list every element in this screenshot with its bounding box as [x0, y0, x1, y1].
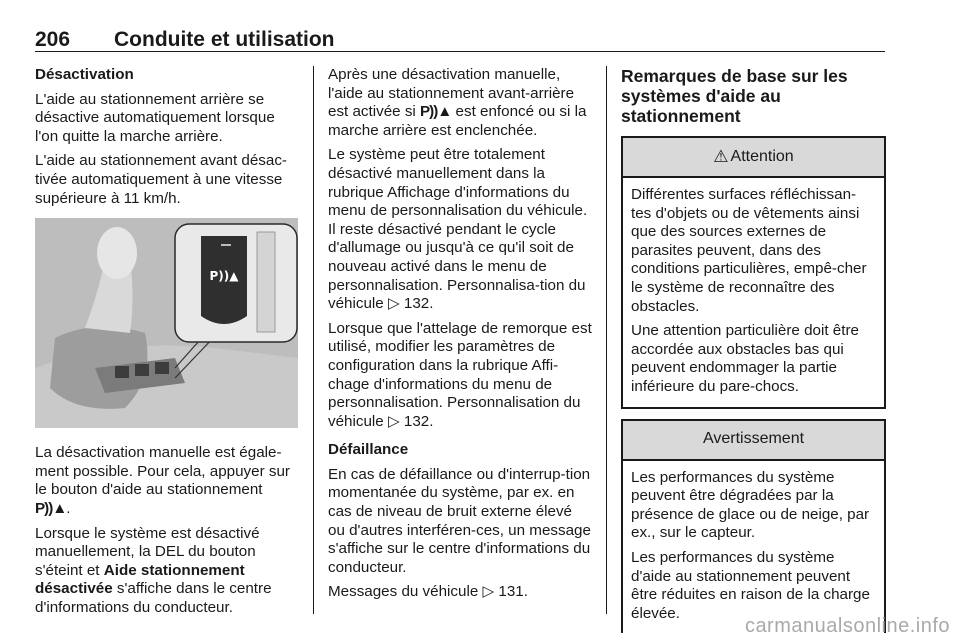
column-divider-1 [313, 66, 314, 614]
page-reference: ▷ 132. [387, 295, 434, 313]
paragraph: Les performances du système d'aide au stationnement peuvent être réduites en raison de la charge élevée. [631, 548, 870, 622]
column-3 [621, 66, 886, 643]
attention-title: Attention [730, 147, 794, 165]
parking-aid-symbol: P))▲ [35, 499, 67, 517]
parking-aid-symbol: P))▲ [420, 103, 452, 121]
paragraph: Messages du véhicule ▷ 131. [328, 583, 528, 601]
page-number: 206 [35, 28, 71, 51]
attention-header [623, 138, 884, 178]
page-reference: ▷ 131. [482, 583, 528, 601]
watermark: carmanualsonline.info [744, 615, 950, 637]
paragraph: Lorsque le système est désactivé manuellement, la DEL du bouton s'éteint et Aide stationnement désactivée s'affiche dans le centre d'informations du conducteur. [35, 524, 272, 616]
gear-shift-illustration [35, 218, 298, 428]
paragraph: Différentes surfaces réfléchissan-tes d'objets ou de vêtements ainsi que des sources externes de parasites peuvent, dans des conditions particulières, empê-cher le système de reconnaître des obstacles. [631, 186, 867, 315]
column-2 [328, 66, 593, 608]
page-reference: ▷ 132. [387, 412, 434, 430]
heading-deactivation: Désactivation [35, 66, 134, 83]
chapter-title: Conduite et utilisation [114, 28, 335, 51]
paragraph: L'aide au stationnement avant désac-tivée automatiquement à une vitesse supérieure à 11 km/h. [35, 152, 287, 207]
paragraph: Les performances du système peuvent être dégradées par la présence de glace ou de neige, par ex., sur le capteur. [631, 468, 870, 542]
section-title: Remarques de base sur les systèmes d'aide au stationnement [621, 66, 848, 126]
column-divider-2 [606, 66, 607, 614]
parking-button-label: P))▲ [209, 269, 239, 284]
warning-body [623, 461, 884, 634]
paragraph: Lorsque que l'attelage de remorque est utilisé, modifier les paramètres de configuration dans la rubrique Affi-chage d'informations du menu de personnalisation. Personnalisation du véhicule ▷ 132. [328, 319, 592, 430]
paragraph: La désactivation manuelle est égale-ment possible. Pour cela, appuyer sur le bouton d'aide au stationnement P))▲. [35, 444, 290, 517]
paragraph: L'aide au stationnement arrière se désactive automatiquement lorsque l'on quitte la marche arrière. [35, 90, 275, 145]
header-divider [35, 51, 885, 52]
warning-triangle-icon: ⚠ [713, 146, 729, 166]
paragraph: Une attention particulière doit être accordée aux obstacles bas qui peuvent endommager la partie inférieure du pare-chocs. [631, 322, 859, 395]
column-1 [35, 66, 298, 624]
warning-title: Avertissement [702, 430, 805, 448]
paragraph: Après une désactivation manuelle, l'aide au stationnement avant-arrière est activée si P))▲ est enfoncé ou si la marche arrière est enclenchée. [328, 66, 587, 139]
attention-body [623, 178, 884, 407]
warning-header [623, 421, 884, 461]
paragraph: Le système peut être totalement désactivé manuellement dans la rubrique Affichage d'informations du menu de personnalisation du véhicule. Il reste désactivé pendant le cycle d'allumage ou jusqu'à ce qu'il soit de nouveau activé dans le menu de personnalisation. Personnalisa-tion du véhicule ▷ 132. [328, 146, 588, 313]
illustration-svg [35, 218, 298, 428]
warning-box [621, 419, 886, 634]
attention-box [621, 136, 886, 409]
paragraph: En cas de défaillance ou d'interrup-tion momentanée du système, par ex. en cas de niveau de bruit externe élevé ou d'autres interféren-ces, un message s'affiche sur le centre d'informations du conducteur. [328, 465, 591, 576]
heading-failure: Défaillance [328, 441, 409, 459]
